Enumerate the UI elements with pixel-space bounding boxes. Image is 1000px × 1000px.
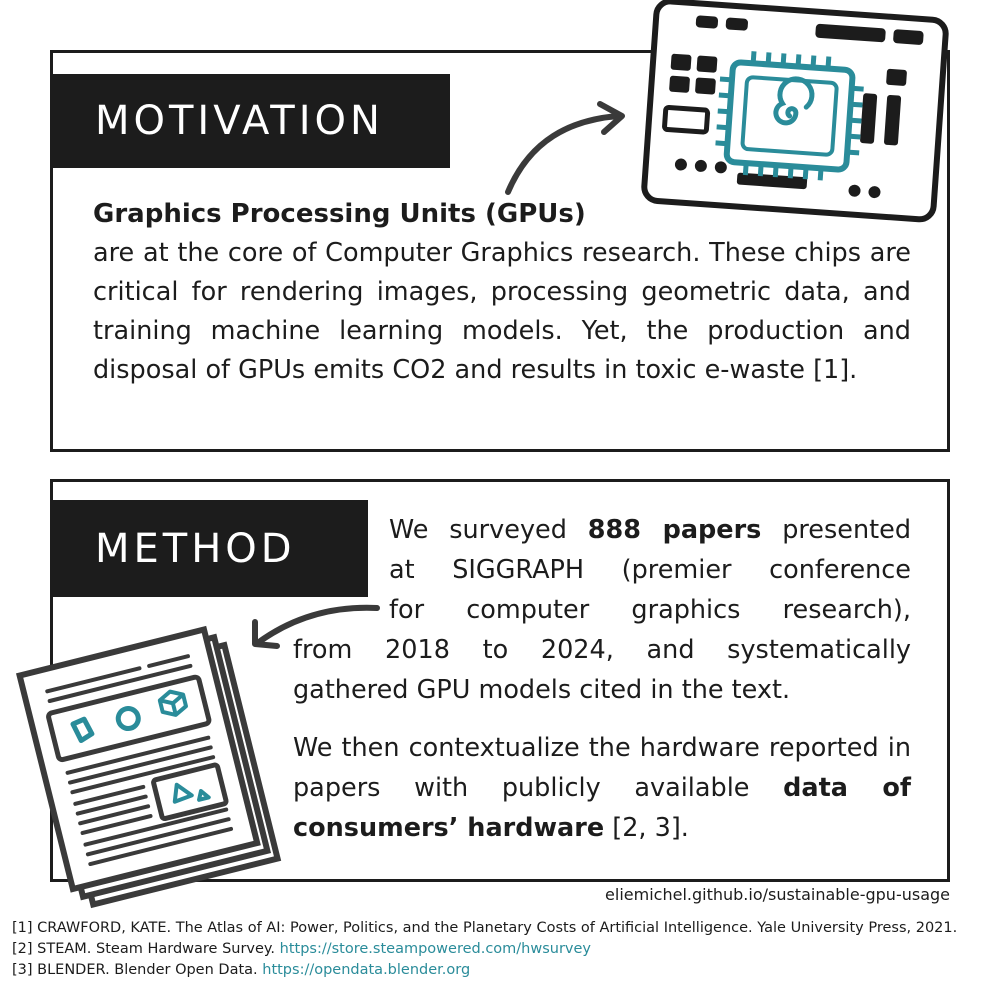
method-p2-end: [2, 3].: [604, 813, 689, 843]
project-url[interactable]: eliemichel.github.io/sustainable-gpu-usage: [605, 885, 950, 904]
motivation-heading: Graphics Processing Units (GPUs): [93, 199, 586, 229]
motivation-body: are at the core of Computer Graphics research. These chips are critical for rendering images, processing geometric data, and training machine learning models. Yet, the production and disposal of GPUs emits CO2 and results in toxic e-waste [1].: [93, 238, 911, 385]
method-paragraph-1-line-2: at SIGGRAPH (premier conference: [389, 555, 911, 585]
references-list: [12, 918, 957, 981]
method-banner: METHOD: [50, 500, 368, 597]
reference-2-text: [2] STEAM. Steam Hardware Survey.: [12, 941, 280, 957]
paper-stack-icon: [12, 620, 292, 905]
steam-survey-link[interactable]: https://store.steampowered.com/hwsurvey: [279, 941, 592, 957]
blender-data-link[interactable]: https://opendata.blender.org: [262, 962, 471, 978]
method-paragraph-1-rest: from 2018 to 2024, and systematically gathered GPU models cited in the text.: [293, 635, 911, 705]
reference-3: [12, 960, 957, 981]
method-p2-main: We then contextualize the hardware reported in papers with publicly available: [293, 733, 911, 803]
reference-1-text: [1] CRAWFORD, KATE. The Atlas of AI: Power, Politics, and the Planetary Costs of Artificial Intelligence. Yale University Press, 2021.: [12, 920, 958, 936]
reference-1: [12, 918, 957, 939]
method-p1-intro: We surveyed: [389, 515, 588, 545]
curved-arrow-icon: [500, 100, 640, 200]
motivation-banner: MOTIVATION: [50, 74, 450, 168]
reference-2: [12, 939, 957, 960]
method-p1-after: presented: [761, 515, 911, 545]
method-paragraph-1-line-1: [389, 510, 911, 550]
papers-count: 888 papers: [587, 515, 762, 545]
gpu-board-icon: [630, 0, 960, 230]
method-paragraph-1-line-3: for computer graphics research),: [389, 595, 911, 625]
method-paragraph-2: [293, 728, 911, 848]
method-p2-bold: data of consumers’ hardware: [293, 773, 911, 843]
reference-3-text: [3] BLENDER. Blender Open Data.: [12, 962, 263, 978]
